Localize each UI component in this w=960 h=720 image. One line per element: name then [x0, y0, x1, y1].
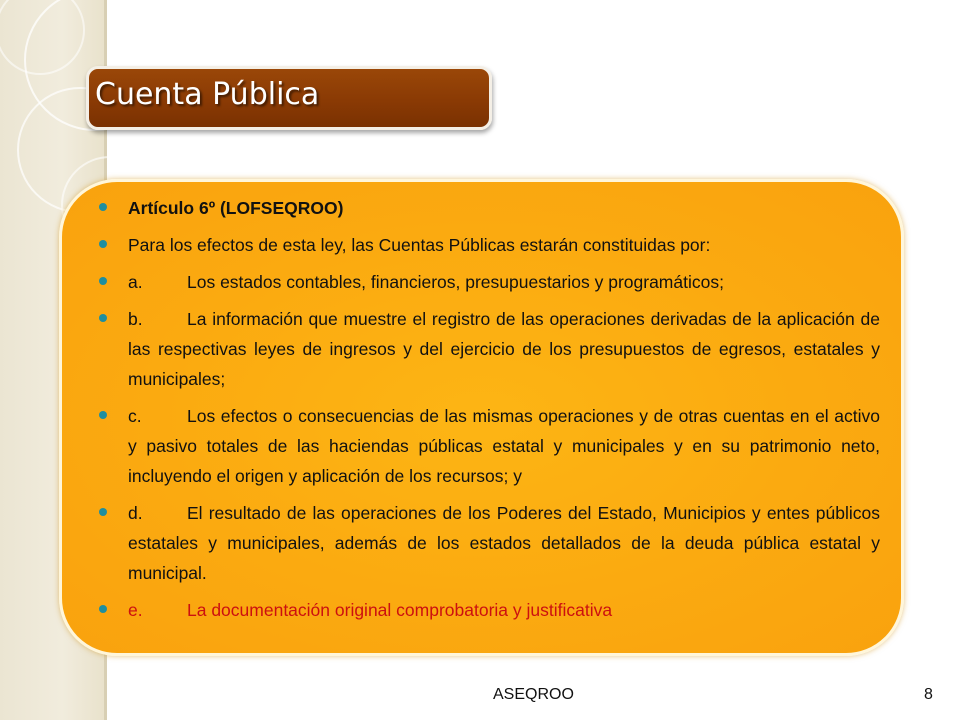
title-banner	[86, 66, 492, 130]
footer-organization: ASEQROO	[493, 686, 574, 703]
item-text: Artículo 6º (LOFSEQROO)	[128, 198, 344, 218]
bullet-icon	[99, 411, 107, 419]
bullet-list	[96, 193, 880, 632]
page-number: 8	[924, 686, 933, 703]
list-item-article	[96, 193, 880, 223]
bullet-icon	[99, 314, 107, 322]
list-item-e	[96, 595, 880, 625]
bullet-icon	[99, 240, 107, 248]
list-item-c	[96, 401, 880, 491]
item-text: Para los efectos de esta ley, las Cuentas Públicas estarán constituidas por:	[128, 235, 711, 255]
list-item-a	[96, 267, 880, 297]
list-item-intro	[96, 230, 880, 260]
item-text: La información que muestre el registro de las operaciones derivadas de la aplicación de las respectivas leyes de ingresos y del ejercicio de los presupuestos de egresos, estatales y municipales;	[128, 309, 880, 389]
item-text: Los efectos o consecuencias de las mismas operaciones y de otras cuentas en el activo y pasivo totales de las haciendas públicas estatal y municipales y en su patrimonio neto, incluyendo el origen y aplicación de los recursos; y	[128, 406, 880, 486]
bullet-icon	[99, 508, 107, 516]
list-item-b	[96, 304, 880, 394]
item-text: La documentación original comprobatoria y justificativa	[187, 600, 613, 620]
bullet-icon	[99, 277, 107, 285]
item-text: Los estados contables, financieros, presupuestarios y programáticos;	[187, 272, 724, 292]
item-letter: d.	[128, 503, 143, 523]
item-text: El resultado de las operaciones de los Poderes del Estado, Municipios y entes públicos estatales y municipales, además de los estados detallados de la deuda pública estatal y municipal.	[128, 503, 880, 583]
item-letter: c.	[128, 406, 142, 426]
item-letter: a.	[128, 272, 143, 292]
list-item-d	[96, 498, 880, 588]
item-letter: e.	[128, 600, 143, 620]
bullet-icon	[99, 605, 107, 613]
slide-title: Cuenta Pública	[95, 77, 320, 112]
bullet-icon	[99, 203, 107, 211]
item-letter: b.	[128, 309, 143, 329]
